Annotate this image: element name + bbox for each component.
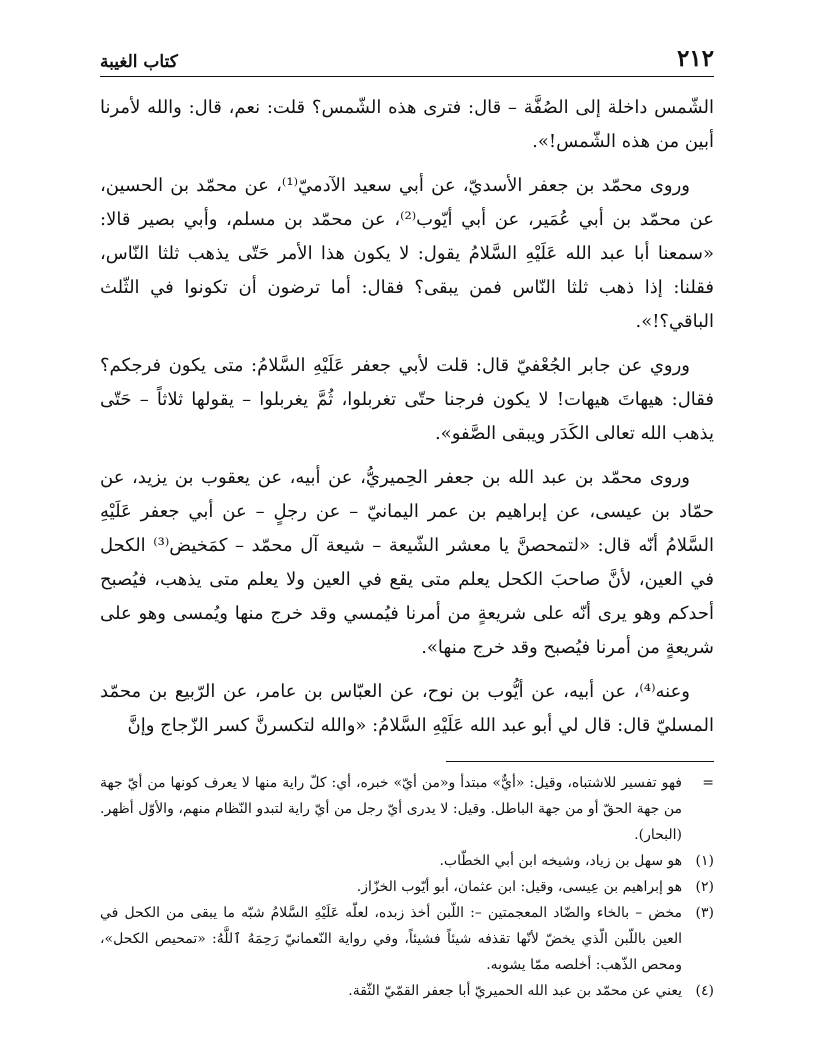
footnote-marker: (٢): [695, 879, 714, 895]
footnote: [100, 848, 714, 874]
page-number: ٢١٢: [676, 45, 714, 72]
footnote: [100, 978, 714, 1004]
footnote-text: مخض – بالخاء والضّاد المعجمتين –: اللّبن أخذ زبده، لعلّه عَلَيْهِ السَّلامُ شبّه ما يبقى من الكحل في العين باللّبن الّذي يخضّ لأنّها تقذفه شيئاً فشيئاً، وفي رواية النّعمانيّ رَحِمَهُ ٱللَّهُ: «تمحيص الكحل»، ومحص الذّهب: أخلصه ممّا يشوبه.: [100, 905, 682, 973]
paragraph: الشّمس داخلة إلى الصُفَّة – قال: فترى هذه الشّمس؟ قلت: نعم، قال: والله لأمرنا أبين من هذه الشّمس!».: [100, 97, 714, 152]
footnote: [100, 900, 714, 978]
footnote-text: فهو تفسير للاشتباه، وقيل: «أيٌّ» مبتدأ و«من أيّ» خبره، أي: كلّ راية منها لا يعرف كونها من أيّ جهة من جهة الحقّ أو من جهة الباطل. وقيل: لا يدرى أيّ رجل من أيّ راية لتبدو النّظام منهم، والأوّل أظهر. (البحار).: [100, 775, 682, 843]
book-page: [100, 40, 714, 1004]
footnotes: [100, 770, 714, 1004]
footnote-divider: [446, 761, 714, 762]
paragraph: وروى محمّد بن جعفر الأسديّ، عن أبي سعيد الآدميّ⁽¹⁾، عن محمّد بن الحسين، عن محمّد بن أبي عُمَير، عن أبي أيّوب⁽²⁾، عن محمّد بن مسلم، وأبي بصير قالا: «سمعنا أبا عبد الله عَلَيْهِ السَّلامُ يقول: لا يكون هذا الأمر حَتّى يذهب ثلثا النّاس، فقلنا: إذا ذهب ثلثا النّاس فمن يبقى؟ فقال: أما ترضون أن تكونوا في الثّلث الباقي؟!».: [100, 175, 714, 332]
footnote-text: يعني عن محمّد بن عبد الله الحميريّ أبا جعفر القمّيّ الثّقة.: [348, 983, 682, 999]
footnote-text: هو إبراهيم بن عِيسى، وقيل: ابن عثمان، أبو أيّوب الخزّاز.: [356, 879, 682, 895]
footnote: [100, 770, 714, 848]
footnote-text: هو سهل بن زياد، وشيخه ابن أبي الخطّاب.: [439, 853, 682, 869]
footnote-marker: (٣): [695, 905, 714, 921]
paragraph: وعنه⁽⁴⁾، عن أبيه، عن أيُّوب بن نوح، عن العبّاس بن عامر، عن الرّبيع بن محمّد المسليّ قال: قال لي أبو عبد الله عَلَيْهِ السَّلامُ: «والله لتكسرنَّ كسر الزّجاج وإنَّ: [100, 681, 714, 736]
footnote-marker: (١): [695, 853, 714, 869]
footnote-marker: (٤): [695, 983, 714, 999]
paragraph: وروي عن جابر الجُعْفيّ قال: قلت لأبي جعفر عَلَيْهِ السَّلامُ: متى يكون فرجكم؟ فقال: هيهاتَ هيهات! لا يكون فرجنا حتّى تغربلوا، ثُمَّ يغربلوا – يقولها ثلاثاً – حَتّى يذهب الله تعالى الكَدَر ويبقى الصَّفو».: [100, 355, 714, 444]
footnote: [100, 874, 714, 900]
paragraph: وروى محمّد بن عبد الله بن جعفر الحِميريُّ، عن أبيه، عن يعقوب بن يزيد، عن حمّاد بن عيسى، عن إبراهيم بن عمر اليمانيّ – عن رجلٍ – عن أبي جعفر عَلَيْهِ السَّلامُ أنّه قال: «لتمحصنَّ يا معشر الشّيعة – شيعة آل محمّد – كمَخيض⁽³⁾ الكحل في العين، لأنَّ صاحبَ الكحل يعلم متى يقع في العين ولا يعلم متى يذهب، فيُصبح أحدكم وهو يرى أنّه على شريعةٍ من أمرنا فيُمسي وقد خرج منها ويُمسى وهو على شريعةٍ من أمرنا فيُصبح وقد خرج منها».: [100, 467, 714, 658]
book-title: كتاب الغيبة: [100, 52, 178, 72]
page-header: [100, 40, 714, 77]
main-text: [100, 91, 714, 743]
footnote-marker: =: [702, 775, 714, 791]
